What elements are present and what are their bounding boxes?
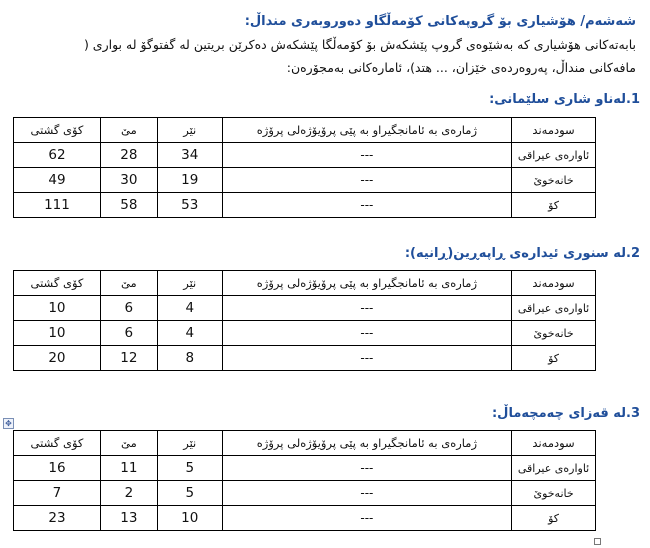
col-male-header: نێر — [157, 271, 222, 296]
cell-male: 8 — [157, 346, 222, 371]
cell-count: --- — [222, 168, 511, 193]
table-row — [14, 456, 596, 481]
col-total-header: کۆی گشتی — [14, 271, 101, 296]
document-title: شەشەم/ هۆشیاری بۆ گروپەکانی کۆمەڵگاو دەوروبەری منداڵ: — [244, 14, 636, 29]
table-row — [14, 143, 596, 168]
section-3-table — [13, 430, 596, 531]
intro-line-1: بابەتەکانی هۆشیاری کە بەشێوەی گروپ پێشکەش بۆ کۆمەڵگا پێشکەش دەکرێن بریتین لە گفتوگۆ لە بواری ( — [83, 37, 636, 52]
table-row — [14, 296, 596, 321]
section-1-table — [13, 117, 596, 218]
col-total-header: کۆی گشتی — [14, 431, 101, 456]
section-3-heading: 3.لە قەزای چەمچەماڵ: — [491, 406, 640, 421]
table-row — [14, 506, 596, 531]
table-move-handle-icon[interactable]: ✥ — [3, 418, 14, 429]
cell-total: 10 — [14, 296, 101, 321]
cell-type: ئاوارەی عیراقی — [512, 296, 596, 321]
col-female-header: مێ — [100, 431, 157, 456]
section-1-heading: 1.لەناو شاری سلێمانی: — [489, 92, 640, 107]
cell-female: 28 — [100, 143, 157, 168]
table-header-row — [14, 118, 596, 143]
table-row — [14, 168, 596, 193]
table-row — [14, 481, 596, 506]
table-resize-handle[interactable] — [594, 538, 601, 545]
cell-type: کۆ — [512, 346, 596, 371]
col-count-header: ژمارەی بە ئامانجگیراو بە پێی پرۆیۆژەلی پرۆژە — [222, 431, 511, 456]
cell-count: --- — [222, 143, 511, 168]
col-type-header: سودمەند — [512, 118, 596, 143]
section-2-table — [13, 270, 596, 371]
cell-female: 30 — [100, 168, 157, 193]
col-female-header: مێ — [100, 118, 157, 143]
cell-type: خانەخوێ — [512, 321, 596, 346]
cell-total: 7 — [14, 481, 101, 506]
cell-male: 34 — [157, 143, 222, 168]
section-2-heading: 2.لە سنوری ئیدارەی ڕاپەڕین(ڕانیە): — [404, 246, 640, 261]
col-female-header: مێ — [100, 271, 157, 296]
cell-count: --- — [222, 193, 511, 218]
cell-type: خانەخوێ — [512, 481, 596, 506]
table-header-row — [14, 431, 596, 456]
table-header-row — [14, 271, 596, 296]
cell-total: 23 — [14, 506, 101, 531]
cell-female: 6 — [100, 321, 157, 346]
cell-type: خانەخوێ — [512, 168, 596, 193]
cell-total: 62 — [14, 143, 101, 168]
cell-total: 20 — [14, 346, 101, 371]
cell-male: 19 — [157, 168, 222, 193]
col-male-header: نێر — [157, 431, 222, 456]
cell-total: 16 — [14, 456, 101, 481]
cell-count: --- — [222, 346, 511, 371]
cell-male: 4 — [157, 296, 222, 321]
col-count-header: ژمارەی بە ئامانجگیراو بە پێی پرۆیۆژەلی پرۆژە — [222, 118, 511, 143]
cell-male: 5 — [157, 481, 222, 506]
cell-count: --- — [222, 506, 511, 531]
col-male-header: نێر — [157, 118, 222, 143]
cell-count: --- — [222, 296, 511, 321]
cell-count: --- — [222, 481, 511, 506]
cell-female: 6 — [100, 296, 157, 321]
table-row — [14, 193, 596, 218]
table-row — [14, 321, 596, 346]
cell-type: کۆ — [512, 506, 596, 531]
cell-male: 5 — [157, 456, 222, 481]
cell-type: ئاوارەی عیراقی — [512, 456, 596, 481]
cell-total: 49 — [14, 168, 101, 193]
cell-female: 13 — [100, 506, 157, 531]
cell-female: 58 — [100, 193, 157, 218]
intro-line-2: مافەکانی منداڵ، پەروەردەی خێزان، ... هتد)، ئامارەکانی بەمجۆرەن: — [286, 60, 636, 75]
table-row — [14, 346, 596, 371]
cell-female: 11 — [100, 456, 157, 481]
cell-count: --- — [222, 456, 511, 481]
cell-total: 111 — [14, 193, 101, 218]
col-type-header: سودمەند — [512, 431, 596, 456]
col-type-header: سودمەند — [512, 271, 596, 296]
cell-male: 4 — [157, 321, 222, 346]
cell-female: 12 — [100, 346, 157, 371]
cell-type: کۆ — [512, 193, 596, 218]
cell-female: 2 — [100, 481, 157, 506]
col-count-header: ژمارەی بە ئامانجگیراو بە پێی پرۆیۆژەلی پرۆژە — [222, 271, 511, 296]
cell-count: --- — [222, 321, 511, 346]
cell-male: 10 — [157, 506, 222, 531]
cell-total: 10 — [14, 321, 101, 346]
col-total-header: کۆی گشتی — [14, 118, 101, 143]
cell-type: ئاوارەی عیراقی — [512, 143, 596, 168]
cell-male: 53 — [157, 193, 222, 218]
